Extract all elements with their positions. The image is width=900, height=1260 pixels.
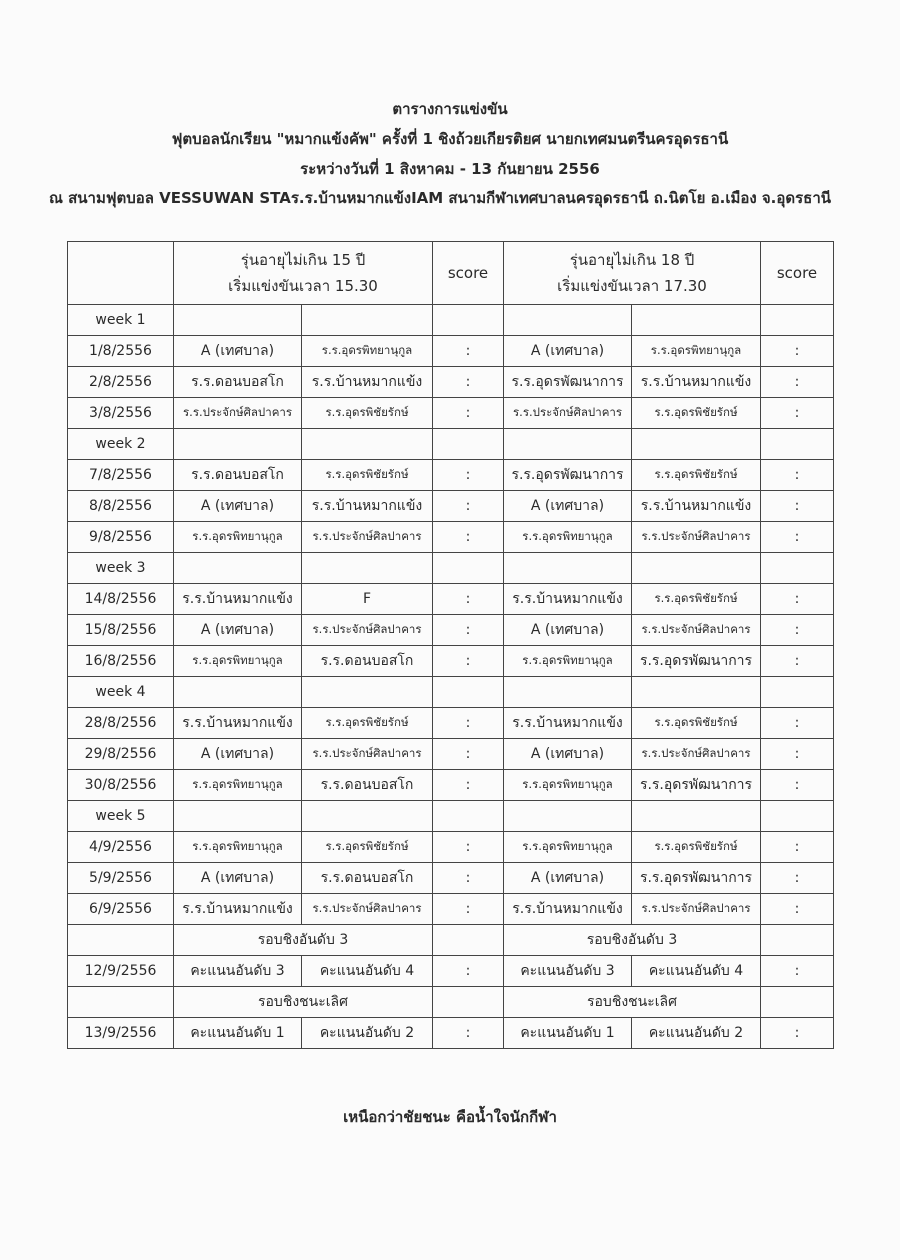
- u18-score: :: [761, 460, 834, 491]
- u15-score: :: [433, 367, 504, 398]
- u15-home-team: ร.ร.บ้านหมากแข้ง: [174, 894, 302, 925]
- match-row: [68, 336, 834, 367]
- match-date: 8/8/2556: [68, 491, 174, 522]
- u15-away-team: คะแนนอันดับ 4: [302, 956, 433, 987]
- empty-cell: [302, 429, 433, 460]
- u18-score: :: [761, 646, 834, 677]
- u18-home-team: ร.ร.อุดรพัฒนาการ: [504, 367, 632, 398]
- u18-away-team: ร.ร.อุดรพิชัยรักษ์: [632, 460, 761, 491]
- match-date: 16/8/2556: [68, 646, 174, 677]
- match-row: [68, 615, 834, 646]
- week-row: [68, 677, 834, 708]
- u15-away-team: ร.ร.ประจักษ์ศิลปาคาร: [302, 894, 433, 925]
- empty-cell: [174, 553, 302, 584]
- u18-away-team: ร.ร.ประจักษ์ศิลปาคาร: [632, 615, 761, 646]
- round-label-u15: รอบชิงอันดับ 3: [174, 925, 433, 956]
- u15-away-team: คะแนนอันดับ 2: [302, 1018, 433, 1049]
- u15-home-team: ร.ร.อุดรพิทยานุกูล: [174, 646, 302, 677]
- u18-score: :: [761, 956, 834, 987]
- u15-home-team: A (เทศบาล): [174, 863, 302, 894]
- u18-home-team: ร.ร.ประจักษ์ศิลปาคาร: [504, 398, 632, 429]
- empty-cell: [761, 987, 834, 1018]
- empty-cell: [433, 305, 504, 336]
- u18-score: :: [761, 1018, 834, 1049]
- u15-away-team: ร.ร.บ้านหมากแข้ง: [302, 491, 433, 522]
- document-title: ตารางการแข่งขัน: [392, 100, 508, 118]
- u18-score: :: [761, 367, 834, 398]
- u15-home-team: คะแนนอันดับ 3: [174, 956, 302, 987]
- match-row: [68, 770, 834, 801]
- u15-home-team: ร.ร.ดอนบอสโก: [174, 367, 302, 398]
- match-date: 13/9/2556: [68, 1018, 174, 1049]
- empty-cell: [632, 429, 761, 460]
- u18-away-team: ร.ร.อุดรพัฒนาการ: [632, 770, 761, 801]
- round-label-u15: รอบชิงชนะเลิศ: [174, 987, 433, 1018]
- u18-away-team: ร.ร.ประจักษ์ศิลปาคาร: [632, 522, 761, 553]
- empty-cell: [302, 305, 433, 336]
- u18-score: :: [761, 615, 834, 646]
- u15-home-team: ร.ร.ประจักษ์ศิลปาคาร: [174, 398, 302, 429]
- week-row: [68, 553, 834, 584]
- week-label: week 5: [68, 801, 174, 832]
- empty-cell: [174, 801, 302, 832]
- u18-home-team: ร.ร.บ้านหมากแข้ง: [504, 894, 632, 925]
- round-label-u18: รอบชิงอันดับ 3: [504, 925, 761, 956]
- u18-home-team: ร.ร.อุดรพิทยานุกูล: [504, 832, 632, 863]
- u18-away-team: ร.ร.อุดรพิทยานุกูล: [632, 336, 761, 367]
- match-row: [68, 1018, 834, 1049]
- u18-away-team: ร.ร.ประจักษ์ศิลปาคาร: [632, 894, 761, 925]
- empty-cell: [504, 429, 632, 460]
- match-date: 12/9/2556: [68, 956, 174, 987]
- u18-score: :: [761, 398, 834, 429]
- empty-cell: [174, 677, 302, 708]
- week-label: week 3: [68, 553, 174, 584]
- u15-time-label: เริ่มแข่งขันเวลา 15.30: [228, 277, 378, 295]
- u18-away-team: ร.ร.บ้านหมากแข้ง: [632, 491, 761, 522]
- empty-cell: [761, 305, 834, 336]
- match-row: [68, 367, 834, 398]
- match-date: 29/8/2556: [68, 739, 174, 770]
- u18-home-team: ร.ร.บ้านหมากแข้ง: [504, 584, 632, 615]
- u18-home-team: คะแนนอันดับ 3: [504, 956, 632, 987]
- u18-away-team: คะแนนอันดับ 2: [632, 1018, 761, 1049]
- empty-cell: [68, 987, 174, 1018]
- u15-away-team: ร.ร.อุดรพิทยานุกูล: [302, 336, 433, 367]
- match-row: [68, 956, 834, 987]
- empty-cell: [761, 925, 834, 956]
- empty-cell: [761, 553, 834, 584]
- u15-score: :: [433, 1018, 504, 1049]
- u15-score: :: [433, 770, 504, 801]
- u15-score: :: [433, 491, 504, 522]
- u15-score: :: [433, 956, 504, 987]
- match-date: 7/8/2556: [68, 460, 174, 491]
- match-row: [68, 460, 834, 491]
- u18-header: [504, 242, 761, 305]
- u18-away-team: ร.ร.อุดรพิชัยรักษ์: [632, 584, 761, 615]
- match-date: 5/9/2556: [68, 863, 174, 894]
- u18-score: :: [761, 832, 834, 863]
- u18-away-team: ร.ร.อุดรพิชัยรักษ์: [632, 708, 761, 739]
- u18-home-team: A (เทศบาล): [504, 615, 632, 646]
- u15-score: :: [433, 584, 504, 615]
- u18-home-team: ร.ร.บ้านหมากแข้ง: [504, 708, 632, 739]
- u15-away-team: ร.ร.อุดรพิชัยรักษ์: [302, 460, 433, 491]
- u15-away-team: ร.ร.อุดรพิชัยรักษ์: [302, 398, 433, 429]
- empty-cell: [433, 801, 504, 832]
- week-label: week 2: [68, 429, 174, 460]
- u18-score: :: [761, 584, 834, 615]
- u15-away-team: ร.ร.ประจักษ์ศิลปาคาร: [302, 615, 433, 646]
- u18-away-team: ร.ร.อุดรพัฒนาการ: [632, 863, 761, 894]
- match-date: 14/8/2556: [68, 584, 174, 615]
- u15-header: [174, 242, 433, 305]
- tournament-name: ฟุตบอลนักเรียน "หมากแข้งคัพ" ครั้งที่ 1 ชิงถ้วยเกียรติยศ นายกเทศมนตรีนครอุดรธานี: [171, 130, 729, 148]
- u15-home-team: A (เทศบาล): [174, 336, 302, 367]
- u15-away-team: ร.ร.ประจักษ์ศิลปาคาร: [302, 739, 433, 770]
- u15-score: :: [433, 739, 504, 770]
- u15-home-team: A (เทศบาล): [174, 491, 302, 522]
- u15-score: :: [433, 460, 504, 491]
- empty-cell: [632, 677, 761, 708]
- empty-cell: [761, 801, 834, 832]
- u18-away-team: ร.ร.อุดรพิชัยรักษ์: [632, 832, 761, 863]
- empty-cell: [302, 801, 433, 832]
- match-row: [68, 832, 834, 863]
- u18-home-team: ร.ร.อุดรพิทยานุกูล: [504, 646, 632, 677]
- empty-cell: [761, 677, 834, 708]
- empty-cell: [761, 429, 834, 460]
- u18-away-team: ร.ร.ประจักษ์ศิลปาคาร: [632, 739, 761, 770]
- week-row: [68, 801, 834, 832]
- empty-cell: [504, 305, 632, 336]
- u15-score: :: [433, 398, 504, 429]
- u18-home-team: A (เทศบาล): [504, 336, 632, 367]
- u15-away-team: ร.ร.บ้านหมากแข้ง: [302, 367, 433, 398]
- header-row: [68, 242, 834, 305]
- match-date: 28/8/2556: [68, 708, 174, 739]
- u18-home-team: คะแนนอันดับ 1: [504, 1018, 632, 1049]
- match-date: 2/8/2556: [68, 367, 174, 398]
- u15-score: :: [433, 615, 504, 646]
- u18-away-team: ร.ร.บ้านหมากแข้ง: [632, 367, 761, 398]
- u15-home-team: คะแนนอันดับ 1: [174, 1018, 302, 1049]
- u15-score: :: [433, 522, 504, 553]
- empty-cell: [433, 677, 504, 708]
- round-row: [68, 987, 834, 1018]
- motto: เหนือกว่าชัยชนะ คือน้ำใจนักกีฬา: [343, 1108, 557, 1126]
- u18-home-team: ร.ร.อุดรพิทยานุกูล: [504, 522, 632, 553]
- u15-away-team: ร.ร.ดอนบอสโก: [302, 770, 433, 801]
- match-date: 3/8/2556: [68, 398, 174, 429]
- empty-cell: [433, 925, 504, 956]
- empty-cell: [302, 677, 433, 708]
- u18-score: :: [761, 739, 834, 770]
- u15-score: :: [433, 708, 504, 739]
- u15-away-team: F: [302, 584, 433, 615]
- u15-home-team: ร.ร.อุดรพิทยานุกูล: [174, 522, 302, 553]
- match-date: 4/9/2556: [68, 832, 174, 863]
- u18-home-team: A (เทศบาล): [504, 491, 632, 522]
- u18-score: :: [761, 770, 834, 801]
- u18-home-team: ร.ร.อุดรพัฒนาการ: [504, 460, 632, 491]
- empty-cell: [68, 925, 174, 956]
- u18-score: :: [761, 522, 834, 553]
- u15-away-team: ร.ร.ดอนบอสโก: [302, 646, 433, 677]
- match-date: 9/8/2556: [68, 522, 174, 553]
- u15-away-team: ร.ร.อุดรพิชัยรักษ์: [302, 708, 433, 739]
- match-row: [68, 708, 834, 739]
- match-row: [68, 894, 834, 925]
- corner-cell: [68, 242, 174, 305]
- u18-home-team: A (เทศบาล): [504, 739, 632, 770]
- u15-score: :: [433, 863, 504, 894]
- empty-cell: [504, 553, 632, 584]
- empty-cell: [504, 677, 632, 708]
- u15-score: :: [433, 336, 504, 367]
- u15-home-team: ร.ร.ดอนบอสโก: [174, 460, 302, 491]
- match-row: [68, 522, 834, 553]
- u15-away-team: ร.ร.ดอนบอสโก: [302, 863, 433, 894]
- u15-score: :: [433, 832, 504, 863]
- match-date: 6/9/2556: [68, 894, 174, 925]
- empty-cell: [433, 987, 504, 1018]
- u18-score: :: [761, 491, 834, 522]
- week-row: [68, 305, 834, 336]
- u18-home-team: A (เทศบาล): [504, 863, 632, 894]
- week-row: [68, 429, 834, 460]
- date-range: ระหว่างวันที่ 1 สิงหาคม - 13 กันยายน 2556: [300, 160, 600, 178]
- empty-cell: [302, 553, 433, 584]
- u18-away-team: ร.ร.อุดรพัฒนาการ: [632, 646, 761, 677]
- u18-score: :: [761, 863, 834, 894]
- match-row: [68, 398, 834, 429]
- empty-cell: [632, 801, 761, 832]
- u18-time-label: เริ่มแข่งขันเวลา 17.30: [557, 277, 707, 295]
- match-row: [68, 646, 834, 677]
- venue: ณ สนามฟุตบอล VESSUWAN STAร.ร.บ้านหมากแข้งIAM สนามกีฬาเทศบาลนครอุดรธานี ถ.นิตโย อ.เมือง จ.อุดรธานี: [48, 189, 832, 207]
- u18-score: :: [761, 894, 834, 925]
- u15-age-label: รุ่นอายุไม่เกิน 15 ปี: [240, 251, 366, 269]
- empty-cell: [174, 429, 302, 460]
- u15-score: :: [433, 894, 504, 925]
- u15-home-team: ร.ร.อุดรพิทยานุกูล: [174, 832, 302, 863]
- match-row: [68, 491, 834, 522]
- empty-cell: [632, 305, 761, 336]
- match-date: 15/8/2556: [68, 615, 174, 646]
- round-label-u18: รอบชิงชนะเลิศ: [504, 987, 761, 1018]
- empty-cell: [504, 801, 632, 832]
- round-row: [68, 925, 834, 956]
- match-date: 1/8/2556: [68, 336, 174, 367]
- empty-cell: [174, 305, 302, 336]
- u18-away-team: ร.ร.อุดรพิชัยรักษ์: [632, 398, 761, 429]
- u15-home-team: ร.ร.อุดรพิทยานุกูล: [174, 770, 302, 801]
- match-row: [68, 739, 834, 770]
- u18-away-team: คะแนนอันดับ 4: [632, 956, 761, 987]
- week-label: week 4: [68, 677, 174, 708]
- u18-home-team: ร.ร.อุดรพิทยานุกูล: [504, 770, 632, 801]
- u15-home-team: ร.ร.บ้านหมากแข้ง: [174, 708, 302, 739]
- match-date: 30/8/2556: [68, 770, 174, 801]
- u18-score: :: [761, 708, 834, 739]
- schedule-table: [67, 241, 834, 1049]
- u15-home-team: A (เทศบาล): [174, 739, 302, 770]
- u18-score: :: [761, 336, 834, 367]
- u15-home-team: A (เทศบาล): [174, 615, 302, 646]
- empty-cell: [433, 553, 504, 584]
- match-row: [68, 863, 834, 894]
- score-header-u15: score: [433, 242, 504, 305]
- match-row: [68, 584, 834, 615]
- empty-cell: [632, 553, 761, 584]
- score-header-u18: score: [761, 242, 834, 305]
- u15-away-team: ร.ร.ประจักษ์ศิลปาคาร: [302, 522, 433, 553]
- u15-score: :: [433, 646, 504, 677]
- week-label: week 1: [68, 305, 174, 336]
- u18-age-label: รุ่นอายุไม่เกิน 18 ปี: [569, 251, 695, 269]
- empty-cell: [433, 429, 504, 460]
- u15-away-team: ร.ร.อุดรพิชัยรักษ์: [302, 832, 433, 863]
- u15-home-team: ร.ร.บ้านหมากแข้ง: [174, 584, 302, 615]
